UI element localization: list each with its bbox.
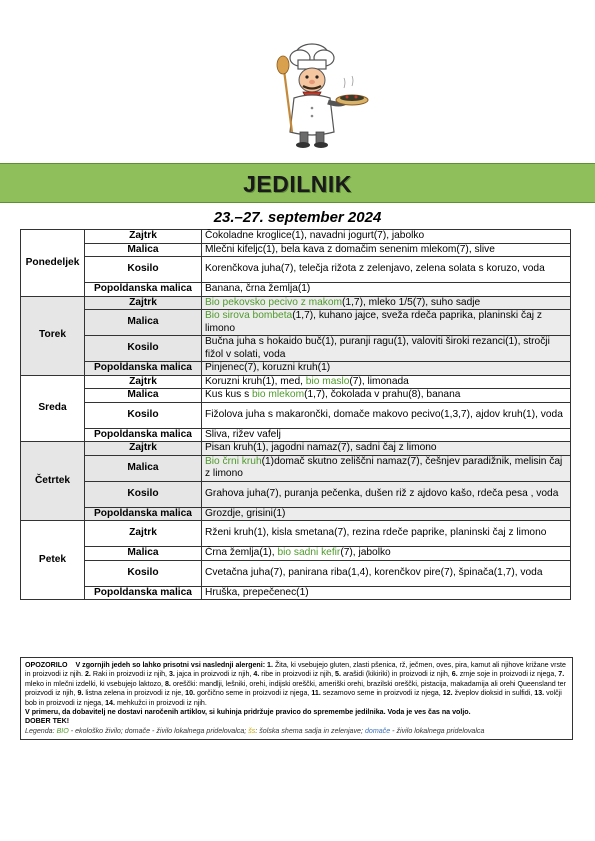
allergen-number: 14. [105,698,115,707]
menu-row [21,481,571,507]
meal-dishes [202,455,571,481]
day-name: Torek [21,296,85,375]
allergen-number: 12. [442,689,453,698]
dish-text: Grahova juha(7), puranja pečenka, dušen riž z ajdovo kašo, rdeča pesa , voda [205,487,559,499]
allergen-number: 9. [77,689,84,698]
meal-type: Zajtrk [85,296,202,310]
bio-item: Bio črni kruh [205,455,262,467]
dish-text: Črna žemlja(1), [205,547,278,558]
menu-row [21,402,571,428]
dish-text: Banana, črna žemlja(1) [205,283,311,294]
meal-dishes [202,389,571,403]
menu-row [21,547,571,561]
meal-type: Kosilo [85,336,202,362]
menu-row [21,428,571,442]
dish-text: (1)domač skutno zeliščni namaz(7), češnjev paradižnik, melisin čaj z limono [205,455,563,479]
allergen-text: gorčično seme in proizvodi iz njega, [197,689,310,698]
day-name: Ponedeljek [21,230,85,297]
allergen-notes [20,657,573,740]
allergen-text: sezamovo seme in proizvodi iz njega, [322,689,441,698]
meal-type: Popoldanska malica [85,362,202,376]
date-range: 23.–27. september 2024 [213,209,382,226]
dish-text: (7), limonada [349,375,409,387]
bio-item: Bio sirova bombeta [205,310,293,321]
day-name: Sreda [21,375,85,442]
allergen-text: ribe in proizvodi iz njih, [261,670,334,679]
menu-row [21,389,571,403]
allergen-text: arašidi (kikiriki) in proizvodi iz njih, [342,670,450,679]
allergen-text: volčji bob in proizvodi iz njega, [25,689,562,707]
allergen-text: Raki in proizvodi iz njih, [92,670,167,679]
dish-text: Hruška, prepečenec(1) [205,586,309,598]
allergen-paragraph [25,661,568,708]
dish-text: Mlečni kifeljc(1), bela kava z domačim senenim mlekom(7), slive [205,243,495,255]
title-banner [0,163,595,203]
meal-type: Malica [85,547,202,561]
menu-row [21,283,571,297]
meal-dishes [202,547,571,561]
meal-type: Malica [85,455,202,481]
meal-dishes [202,586,571,600]
dish-text: (1,7), kuhano jajce, sveža rdeča paprika, planinski čaj z limono [205,310,542,334]
meal-type: Zajtrk [85,442,202,456]
menu-row [21,586,571,600]
menu-row [21,336,571,362]
allergen-text: Žita, ki vsebujejo gluten, zlasti pšenica, rž, ječmen, oves, pira, kamut ali njihove križane vrste in proizvodi iz njih. [25,661,566,679]
dish-text: Kus kus s [205,389,252,400]
meal-type: Malica [85,243,202,257]
disclaimer: V primeru, da dobavitelj ne dostavi naročenih artiklov, si kuhinja pridržuje pravico do spremembe jedilnika. Voda je ves čas na voljo. [25,708,471,717]
dish-text: Fižolova juha s makarončki, domače makovo pecivo(1,3,7), ajdov kruh(1), voda [205,408,563,420]
menu-row [21,296,571,310]
page-title: JEDILNIK [243,171,352,197]
greeting: DOBER TEK! [25,717,70,726]
menu-row [21,230,571,244]
warning-label: OPOZORILO [25,661,68,669]
meal-type: Malica [85,389,202,403]
meal-type: Zajtrk [85,375,202,389]
allergen-text: zrnje soje in proizvodi iz njega, [459,670,557,679]
meal-dishes [202,296,571,310]
meal-dishes [202,402,571,428]
allergens-intro: V zgornjih jedeh so lahko prisotni vsi naslednji alergeni: [75,661,266,669]
meal-type: Popoldanska malica [85,507,202,521]
meal-type: Kosilo [85,560,202,586]
meal-dishes [202,310,571,336]
dish-text: (7), jabolko [340,547,391,558]
allergen-number: 7. [558,670,565,679]
meal-dishes [202,507,571,521]
menu-row [21,375,571,389]
meal-dishes [202,283,571,297]
meal-dishes [202,481,571,507]
chef-illustration [270,40,370,150]
menu-row [21,243,571,257]
dish-text: Koruzni kruh(1), med, [205,375,306,387]
dish-text: Korenčkova juha(7), telečja rižota z zelenjavo, zelena solata s koruzo, voda [205,263,545,275]
allergen-text: žveplov dioksid in sulfidi, [454,689,533,698]
allergen-number: 4. [253,670,260,679]
meal-dishes [202,442,571,456]
dish-text: Pinjenec(7), koruzni kruh(1) [205,362,331,373]
meal-dishes [202,375,571,389]
legend-bio-key: BIO [56,726,69,735]
meal-type: Zajtrk [85,230,202,244]
legend-domace-key: domače [364,726,391,735]
menu-row [21,521,571,547]
allergen-text: mehkužci in proizvodi iz njih. [116,698,207,707]
allergen-number: 6. [451,670,458,679]
allergen-number: 13. [534,689,545,698]
meal-type: Popoldanska malica [85,283,202,297]
meal-type: Kosilo [85,481,202,507]
meal-dishes [202,257,571,283]
meal-dishes [202,428,571,442]
meal-dishes [202,243,571,257]
menu-row [21,455,571,481]
allergen-number: 3. [168,670,175,679]
menu-row [21,560,571,586]
meal-type: Kosilo [85,257,202,283]
meal-type: Malica [85,310,202,336]
bio-item: bio maslo [305,375,350,387]
dish-text: (1,7), čokolada v prahu(8), banana [304,389,461,400]
day-name: Četrtek [21,442,85,521]
allergen-number: 2. [84,670,91,679]
menu-row [21,362,571,376]
day-name: Petek [21,521,85,600]
legend-ss-key: šs [248,726,256,735]
meal-dishes [202,521,571,547]
menu-row [21,507,571,521]
allergen-number: 10. [185,689,196,698]
allergen-number: 1. [267,661,273,669]
meal-dishes [202,336,571,362]
allergen-text: jajca in proizvodi iz njih, [176,670,252,679]
menu-row [21,310,571,336]
allergen-number: 8. [164,679,171,688]
dish-text: (1,7), mleko 1/5(7), suho sadje [342,296,481,308]
dish-text: Čokoladne kroglice(1), navadni jogurt(7), jabolko [205,230,425,241]
menu-row [21,442,571,456]
dish-text: Cvetačna juha(7), panirana riba(1,4), korenčkov pire(7), špinača(1,7), voda [205,566,543,578]
allergen-text: listna zelena in proizvodi iz nje, [85,689,184,698]
legend: Legenda: BIO - ekološko živilo; domače - živilo lokalnega pridelovalca; šs: šolska shema sadja in zelenjave; domače - živilo lokalnega pridelovalca [25,726,485,735]
dish-text: Grozdje, grisini(1) [205,507,286,519]
bio-item: bio mlekom [252,389,305,400]
allergen-text: oreščki: mandlji, lešniki, orehi, indijski oreščki, ameriški orehi, brazilski oreščki, pistacija, makadamija ali orehi Queensland ter proizvodi iz njih, [25,679,566,698]
allergen-text: mleko in mlečni izdelki, ki vsebujejo laktozo, [25,679,163,688]
meal-dishes [202,560,571,586]
allergen-number: 5. [335,670,341,679]
meal-dishes [202,362,571,376]
dish-text: Bučna juha s hokaido buč(1), puranji ragu(1), valoviti široki rezanci(1), stročji fižol v solati, voda [205,336,550,360]
meal-type: Popoldanska malica [85,428,202,442]
dish-text: Pisan kruh(1), jagodni namaz(7), sadni čaj z limono [205,442,437,453]
dish-text: Sliva, rižev vafelj [205,428,281,440]
dish-text: Rženi kruh(1), kisla smetana(7), rezina rdeče paprike, planinski čaj z limono [205,527,547,539]
allergen-number: 11. [311,689,321,698]
bio-item: bio sadni kefir [277,547,341,558]
menu-row [21,257,571,283]
meal-type: Popoldanska malica [85,586,202,600]
meal-type: Kosilo [85,402,202,428]
meal-dishes [202,230,571,244]
meal-type: Zajtrk [85,521,202,547]
menu-table [20,229,571,600]
bio-item: Bio pekovsko pecivo z makom [205,296,343,308]
